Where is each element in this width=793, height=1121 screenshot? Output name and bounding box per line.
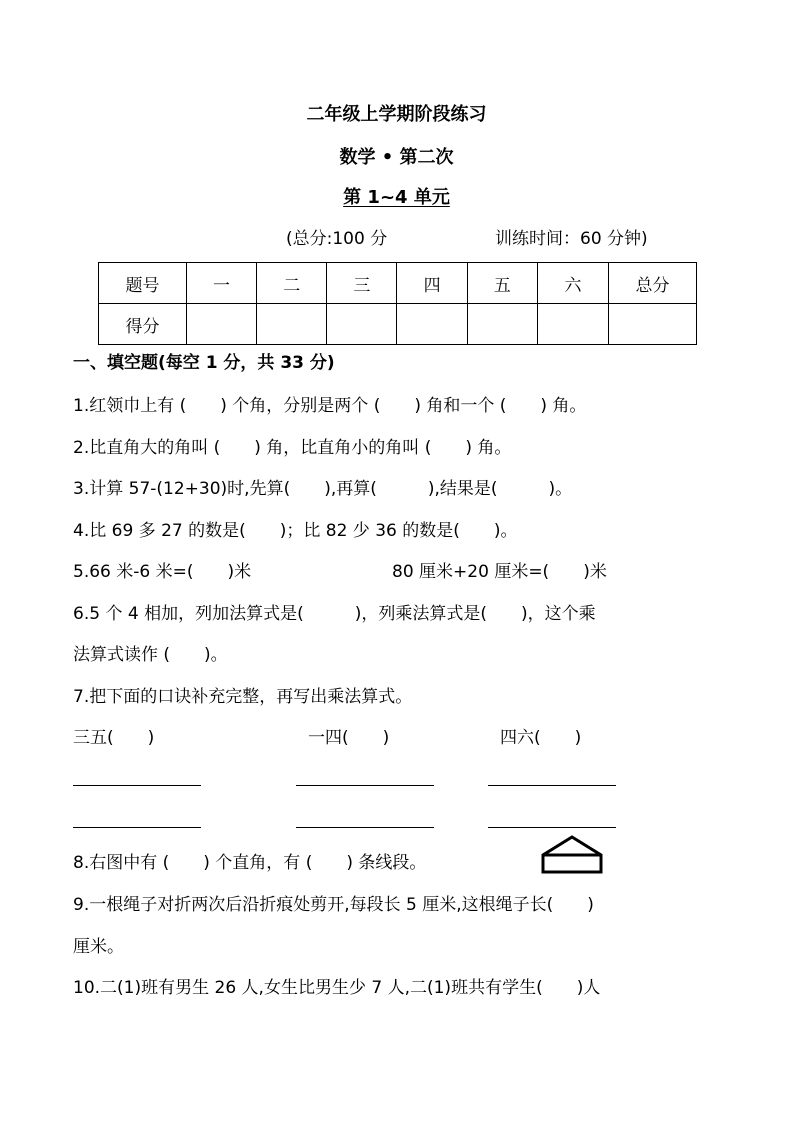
table-cell: 一 [186, 263, 256, 304]
answer-blank-line[interactable] [488, 785, 616, 786]
table-cell: 三 [327, 263, 397, 304]
table-cell: 总分 [609, 263, 697, 304]
table-cell: 六 [537, 263, 608, 304]
subject-subtitle: 数学 • 第二次 [339, 147, 454, 168]
section-heading: 一、填空题(每空 1 分，共 33 分) [73, 353, 335, 373]
question-5a: 5.66 米-6 米=( )米 [73, 562, 252, 582]
table-cell: 得分 [99, 304, 187, 345]
question-1: 1.红领巾上有 ( ) 个角，分别是两个 ( ) 角和一个 ( ) 角。 [73, 396, 587, 416]
rhyme-item: 一四( ) [308, 728, 390, 748]
score-table-header-row [99, 263, 697, 304]
question-8: 8.右图中有 ( ) 个直角，有 ( ) 条线段。 [73, 853, 427, 873]
rhyme-item: 四六( ) [500, 728, 582, 748]
score-input-cell[interactable] [609, 304, 697, 345]
score-input-cell[interactable] [257, 304, 327, 345]
question-10: 10.二(1)班有男生 26 人,女生比男生少 7 人,二(1)班共有学生( )人 [73, 978, 601, 998]
units-text: 第 1~4 单元 [343, 187, 450, 208]
table-cell: 四 [397, 263, 467, 304]
question-4: 4.比 69 多 27 的数是( )；比 82 少 36 的数是( )。 [73, 521, 518, 541]
score-table [98, 262, 697, 345]
page-title: 二年级上学期阶段练习 [306, 104, 487, 125]
answer-blank-line[interactable] [73, 827, 201, 828]
trapezoid-figure [540, 834, 606, 874]
answer-blank-line[interactable] [296, 785, 434, 786]
total-score-note: (总分:100 分 [286, 229, 388, 249]
time-note: 训练时间：60 分钟) [495, 229, 648, 249]
question-3: 3.计算 57-(12+30)时,先算( ),再算( ),结果是( )。 [73, 479, 573, 499]
question-6: 6.5 个 4 相加，列加法算式是( )，列乘法算式是( )，这个乘 [73, 604, 596, 624]
rhyme-item: 三五( ) [73, 728, 155, 748]
question-9-cont: 厘米。 [73, 937, 124, 957]
question-9: 9.一根绳子对折两次后沿折痕处剪开,每段长 5 厘米,这根绳子长( ) [73, 895, 594, 915]
score-input-cell[interactable] [467, 304, 537, 345]
score-input-cell[interactable] [327, 304, 397, 345]
question-6-cont: 法算式读作 ( )。 [73, 645, 228, 665]
units-heading [0, 183, 793, 209]
question-5b: 80 厘米+20 厘米=( )米 [392, 562, 607, 582]
answer-blank-line[interactable] [73, 785, 201, 786]
answer-blank-line[interactable] [488, 827, 616, 828]
answer-blank-line[interactable] [296, 827, 434, 828]
score-input-cell[interactable] [537, 304, 608, 345]
table-cell: 题号 [99, 263, 187, 304]
table-cell: 五 [467, 263, 537, 304]
question-7: 7.把下面的口诀补充完整，再写出乘法算式。 [73, 687, 413, 707]
score-input-cell[interactable] [397, 304, 467, 345]
table-cell: 二 [257, 263, 327, 304]
question-2: 2.比直角大的角叫 ( ) 角，比直角小的角叫 ( ) 角。 [73, 438, 512, 458]
score-input-cell[interactable] [186, 304, 256, 345]
score-table-score-row [99, 304, 697, 345]
